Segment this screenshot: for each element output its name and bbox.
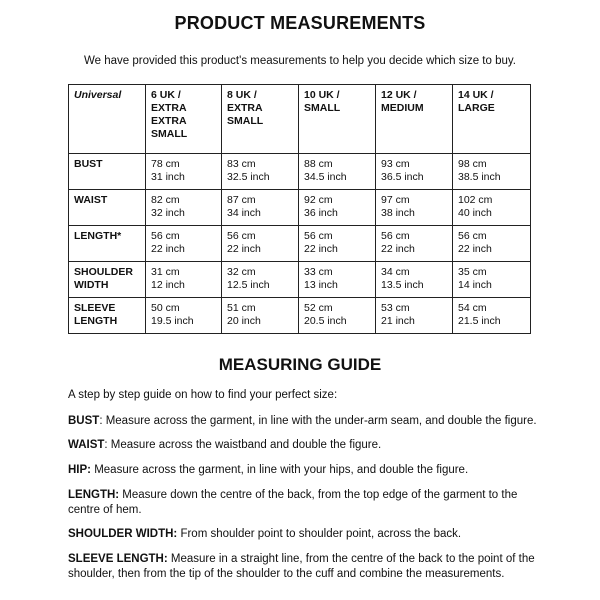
table-cell: 51 cm 20 inch — [222, 298, 299, 334]
table-cell: 31 cm 12 inch — [146, 262, 222, 298]
page-title: PRODUCT MEASUREMENTS — [174, 13, 426, 33]
guide-item-bust: BUST: Measure across the garment, in line with the under-arm seam, and double the figure. — [68, 415, 537, 427]
size-header-6uk: 6 UK / EXTRA EXTRA SMALL — [146, 85, 222, 154]
table-cell: 34 cm 13.5 inch — [376, 262, 453, 298]
guide-title: MEASURING GUIDE — [218, 355, 382, 374]
measurements-table — [68, 84, 531, 334]
guide-item-shoulder-width: SHOULDER WIDTH: From shoulder point to shoulder point, across the back. — [68, 528, 462, 540]
table-header-row — [69, 85, 531, 154]
row-label: SHOULDER WIDTH — [69, 262, 146, 298]
row-label: WAIST — [69, 190, 146, 226]
table-cell: 56 cm 22 inch — [299, 226, 376, 262]
row-label: LENGTH* — [69, 226, 146, 262]
table-cell: 56 cm 22 inch — [376, 226, 453, 262]
table-cell: 93 cm 36.5 inch — [376, 154, 453, 190]
table-cell: 52 cm 20.5 inch — [299, 298, 376, 334]
table-row-shoulder-width — [69, 262, 531, 298]
table-cell: 35 cm 14 inch — [453, 262, 531, 298]
table-cell: 102 cm 40 inch — [453, 190, 531, 226]
intro-text: We have provided this product's measurements to help you decide which size to buy. — [84, 55, 516, 67]
table-cell: 87 cm 34 inch — [222, 190, 299, 226]
table-cell: 88 cm 34.5 inch — [299, 154, 376, 190]
table-cell: 33 cm 13 inch — [299, 262, 376, 298]
size-header-14uk: 14 UK / LARGE — [453, 85, 531, 154]
table-cell: 56 cm 22 inch — [146, 226, 222, 262]
guide-item-sleeve-length: SLEEVE LENGTH: Measure in a straight line, from the centre of the back to the point of the shoulder, then from the tip of the shoulder to the cuff and combine the measurements. — [68, 553, 535, 580]
guide-item-hip: HIP: Measure across the garment, in line with your hips, and double the figure. — [68, 464, 469, 476]
guide-item-waist: WAIST: Measure across the waistband and double the figure. — [68, 439, 382, 451]
guide-item-length: LENGTH: Measure down the centre of the back, from the top edge of the garment to the centre of hem. — [68, 489, 518, 516]
table-cell: 50 cm 19.5 inch — [146, 298, 222, 334]
table-corner-label: Universal — [69, 85, 146, 154]
table-cell: 97 cm 38 inch — [376, 190, 453, 226]
table-cell: 82 cm 32 inch — [146, 190, 222, 226]
table-cell: 98 cm 38.5 inch — [453, 154, 531, 190]
table-cell: 54 cm 21.5 inch — [453, 298, 531, 334]
size-header-12uk: 12 UK / MEDIUM — [376, 85, 453, 154]
table-row-waist — [69, 190, 531, 226]
table-cell: 32 cm 12.5 inch — [222, 262, 299, 298]
table-row-sleeve-length — [69, 298, 531, 334]
table-row-length — [69, 226, 531, 262]
row-label: SLEEVE LENGTH — [69, 298, 146, 334]
size-header-8uk: 8 UK / EXTRA SMALL — [222, 85, 299, 154]
table-cell: 56 cm 22 inch — [453, 226, 531, 262]
table-cell: 78 cm 31 inch — [146, 154, 222, 190]
row-label: BUST — [69, 154, 146, 190]
table-cell: 56 cm 22 inch — [222, 226, 299, 262]
table-row-bust — [69, 154, 531, 190]
table-cell: 92 cm 36 inch — [299, 190, 376, 226]
size-header-10uk: 10 UK / SMALL — [299, 85, 376, 154]
guide-intro: A step by step guide on how to find your perfect size: — [68, 389, 338, 401]
table-cell: 53 cm 21 inch — [376, 298, 453, 334]
table-cell: 83 cm 32.5 inch — [222, 154, 299, 190]
